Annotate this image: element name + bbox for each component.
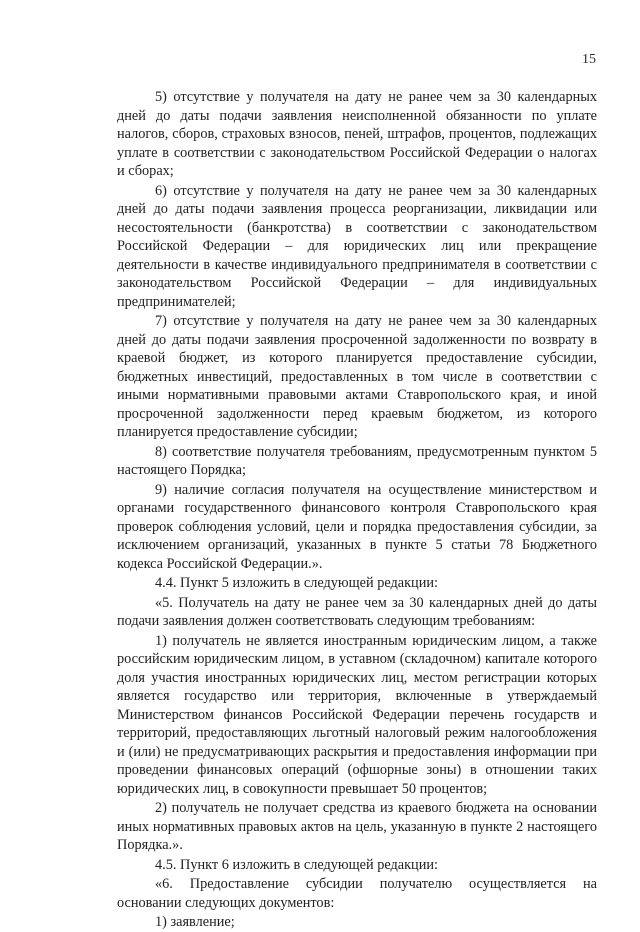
paragraph-item-5: 5) отсутствие у получателя на дату не ранее чем за 30 календарных дней до даты подачи заявления неисполненной обязанности по уплате налогов, сборов, страховых взносов, пеней, штрафов, процентов, подлежащих уплате в соответствии с законодательством Российской Федерации о налогах и сборах; [117,89,597,179]
paragraph-requirement-1: 1) получатель не является иностранным юридическим лицом, а также российским юридическим лицом, в уставном (складочном) капитале которого доля участия иностранных юридических лиц, местом регистрации которых является государство или территория, включенные в утверждаемый Министерством финансов Российской Федерации перечень государств и территорий, предоставляющих льготный налоговый режим налогообложения и (или) не предусматривающих раскрытия и предоставления информации при проведении финансовых операций (офшорные зоны) в отношении таких юридических лиц, в совокупности превышает 50 процентов; [117,632,597,797]
paragraph-item-8: 8) соответствие получателя требованиям, предусмотренным пунктом 5 настоящего Порядка; [117,443,597,478]
paragraph-item-7: 7) отсутствие у получателя на дату не ранее чем за 30 календарных дней до даты подачи заявления просроченной задолженности по возврату в краевой бюджет, из которого планируется предоставление субсидии, бюджетных инвестиций, предоставленных в том числе в соответствии с иными нормативными правовыми актами Ставропольского края, и иной просроченной задолженности перед краевым бюджетом, из которого планируется предоставление субсидии; [117,313,597,440]
paragraph-clause-5: «5. Получатель на дату не ранее чем за 30 календарных дней до даты подачи заявления должен соответствовать следующим требованиям: [117,594,597,629]
document-body [117,88,597,932]
paragraph-clause-6: «6. Предоставление субсидии получателю осуществляется на основании следующих документов: [117,876,597,911]
page-number: 15 [582,52,596,67]
paragraph-item-9: 9) наличие согласия получателя на осуществление министерством и органами государственного финансового контроля Ставропольского края проверок соблюдения условий, цели и порядка предоставления субсидии, за исключением организаций, указанных в пункте 5 статьи 78 Бюджетного кодекса Российской Федерации.». [117,481,597,572]
paragraph-section-4-5: 4.5. Пункт 6 изложить в следующей редакции: [155,856,438,873]
paragraph-requirement-2: 2) получатель не получает средства из краевого бюджета на основании иных нормативных правовых актов на цель, указанную в пункте 2 настоящего Порядка.». [117,800,597,853]
paragraph-section-4-4: 4.4. Пункт 5 изложить в следующей редакции: [155,575,438,591]
paragraph-item-6: 6) отсутствие у получателя на дату не ранее чем за 30 календарных дней до даты подачи заявления процесса реорганизации, ликвидации или несостоятельности (банкротства) в соответствии с законодательством Российской Федерации – для юридических лиц или прекращение деятельности в качестве индивидуального предпринимателя в соответствии с законодательством Российской Федерации – для индивидуальных предпринимателей; [117,182,597,310]
paragraph-document-1: 1) заявление; [155,914,235,930]
